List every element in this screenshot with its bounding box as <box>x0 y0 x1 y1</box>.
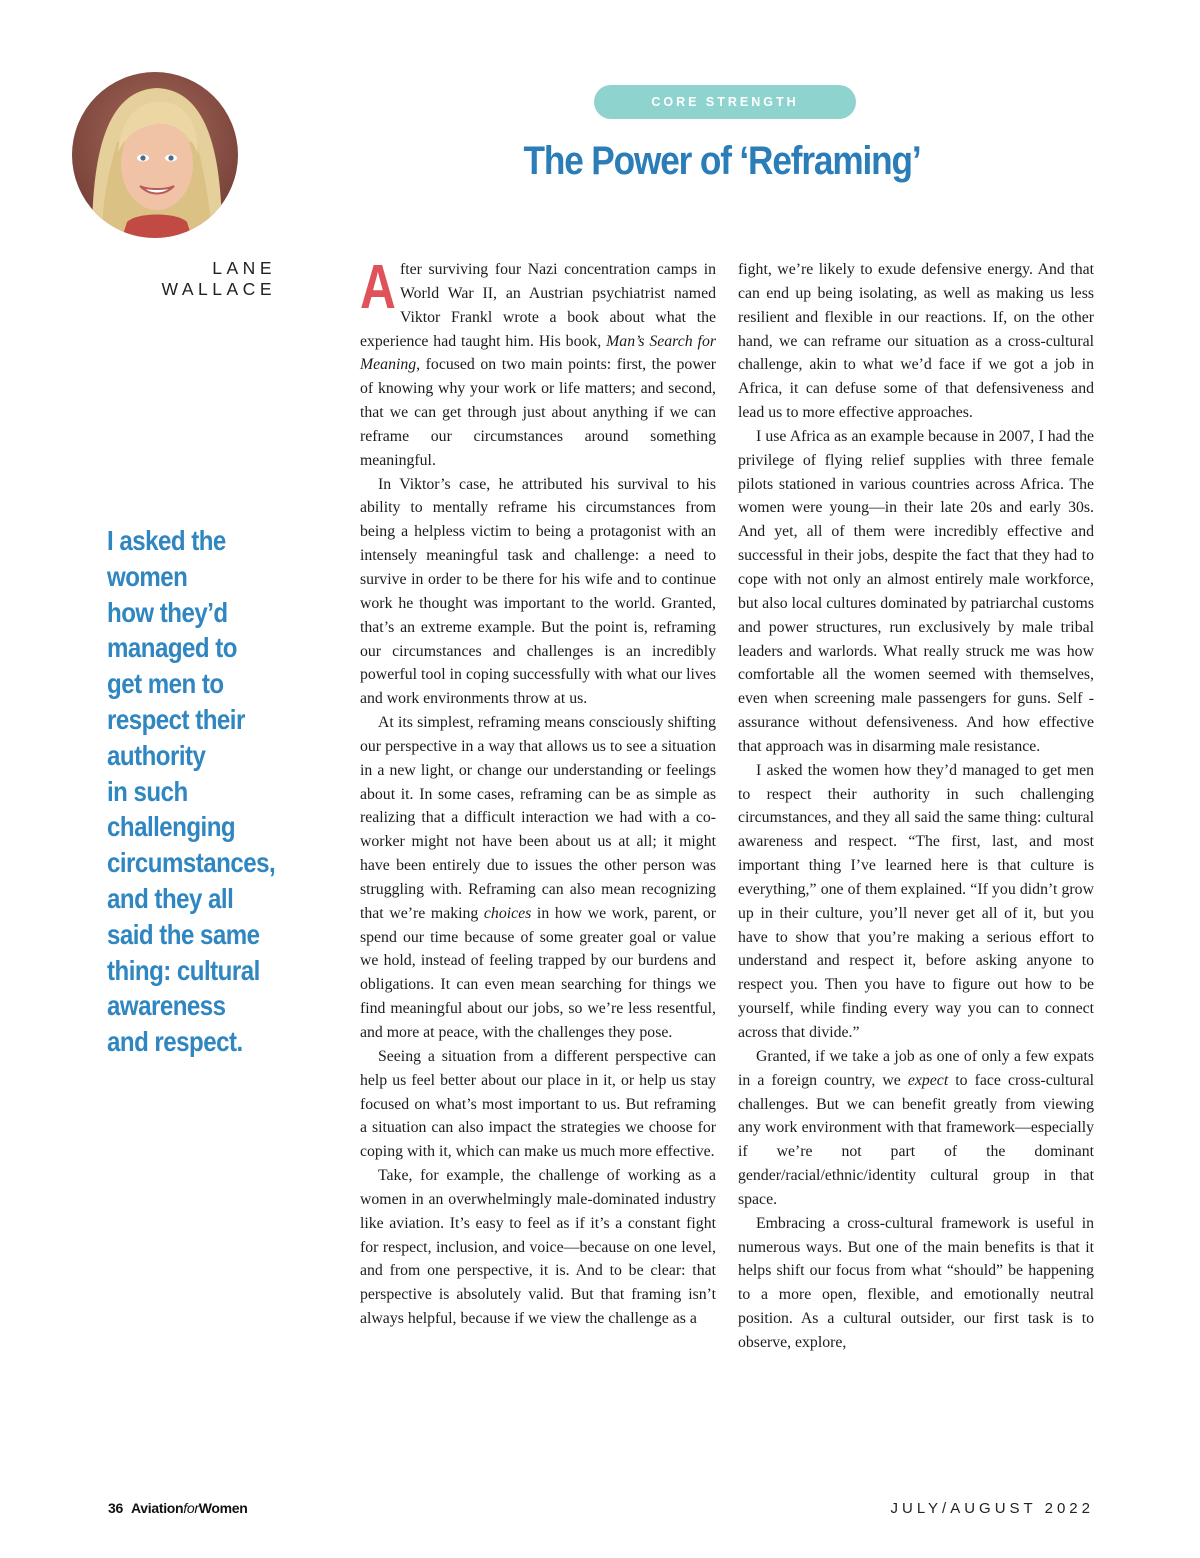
emphasis-text: expect <box>907 1071 949 1089</box>
author-photo <box>72 72 238 238</box>
emphasis-text: choices <box>483 904 532 922</box>
pull-quote-line: said the same <box>107 918 260 950</box>
article-column-2 <box>738 258 1094 1355</box>
article-title: The Power of ‘Reframing’ <box>523 139 921 183</box>
drop-cap: A <box>360 253 396 322</box>
article-paragraph: Seeing a situation from a different perspective can help us feel better about our place in it, or help us stay focused on what’s most important to us. But reframing a situation can also impact the strategies we choose for coping with it, which can make us much more effective. <box>360 1047 716 1161</box>
pull-quote-line: how they’d <box>107 596 228 628</box>
article-paragraph: I asked the women how they’d managed to get men to respect their authority in such challenging circumstances, and they all said the same thing: cultural awareness and respect. “The first, last, and most important thing I’ve learned here is that culture is everything,” one of them explained. “If you didn’t grow up in their culture, you’ll never get all of it, but you have to show that you’re making a serious effort to understand and respect it, before asking anyone to respect you. Then you have to figure out how to be yourself, while finding every way you can to connect across that divide.” <box>738 761 1094 1041</box>
pull-quote-line: and they all <box>107 882 234 914</box>
pull-quote-line: challenging <box>107 811 236 843</box>
footer-folio <box>108 1500 248 1516</box>
article-paragraph <box>360 711 716 1045</box>
article-paragraph: fight, we’re likely to exude defensive energy. And that can end up being isolating, as well as making us less resilient and flexible in our reactions. If, on the other hand, we can reframe our situation as a cross-cultural challenge, akin to what we’d face if we got a job in Africa, it can defuse some of that defensiveness and lead us to more effective approaches. <box>738 261 1094 422</box>
author-last-name: WALLACE <box>161 279 276 299</box>
paragraph-text: fter surviving four Nazi concentration camps in World War II, an Austrian psychiatrist named Viktor Frankl wrote a book about what the experience had taught him. His book, <box>360 261 716 350</box>
pull-quote-line: women <box>107 560 188 592</box>
pull-quote-line: in such <box>107 775 188 807</box>
pull-quote-line: managed to <box>107 632 237 664</box>
paragraph-text: Granted, if we take a job as one of only a few expats in a foreign country, we <box>738 1047 1094 1089</box>
pull-quote-line: awareness <box>107 990 226 1022</box>
paragraph-text: to face cross-cultural challenges. But we can benefit greatly from viewing any work environment with that framework—especially if we’re not part of the dominant gender/racial/ethnic/identity cultural group in that space. <box>738 1071 1094 1208</box>
article-paragraph: Take, for example, the challenge of working as a women in an overwhelmingly male-dominated industry like aviation. It’s easy to feel as if it’s a constant fight for respect, inclusion, and voice—because on one level, and from one perspective, it is. And to be clear: that perspective is absolutely valid. But that framing isn’t always helpful, because if we view the challenge as a <box>360 1167 716 1328</box>
pull-quote-line: circumstances, <box>107 847 276 879</box>
magazine-name-part: Women <box>198 1500 248 1516</box>
pull-quote-line: and respect. <box>107 1026 243 1058</box>
pull-quote-line: authority <box>107 739 206 771</box>
paragraph-text: At its simplest, reframing means consciously shifting our perspective in a way that allows us to see a situation in a new light, or change our understanding or feelings about it. In some cases, reframing can be as simple as realizing that a difficult interaction we had with a co-worker might not have been about us at all; it might have been entirely due to issues the other person was struggling with. Reframing can also mean recognizing that we’re making <box>360 714 716 922</box>
page-number: 36 <box>108 1500 123 1516</box>
magazine-name-part: for <box>183 1500 199 1516</box>
section-label-badge: CORE STRENGTH <box>594 85 856 119</box>
pull-quote-line: get men to <box>107 668 224 700</box>
author-byline <box>130 258 276 300</box>
pull-quote-line: respect their <box>107 703 245 735</box>
pull-quote-line: I asked the <box>107 525 226 556</box>
magazine-name-part: Aviation <box>130 1500 184 1516</box>
magazine-name <box>131 1500 248 1516</box>
issue-date: JULY/AUGUST 2022 <box>890 1500 1094 1517</box>
article-paragraph: I use Africa as an example because in 2007, I had the privilege of flying relief supplies with three female pilots stationed in various countries across Africa. The women were young—in their late 20s and early 30s. And yet, all of them were incredibly effective and successful in their jobs, despite the fact that they had to cope with not only an almost entirely male workforce, but also local cultures dominated by patriarchal customs and power structures, run exclusively by male tribal leaders and warlords. What really struck me was how comfortable all the women seemed with themselves, even when screening male passengers for guns. Self -assurance without defensiveness. And how effective that approach was in disarming male resistance. <box>738 427 1094 755</box>
paragraph-text: in how we work, parent, or spend our time because of some greater goal or value we hold, instead of feeling trapped by our burdens and obligations. It can even mean searching for things we find meaningful about our jobs, so we’re less resentful, and more at peace, with the challenges they pose. <box>360 904 716 1041</box>
author-first-name: LANE <box>212 258 276 278</box>
article-paragraph: In Viktor’s case, he attributed his survival to his ability to mentally reframe his circumstances from being a helpless victim to being a protagonist with an intensely meaningful task and challenge: a need to survive in order to be there for his wife and to continue work he thought was important to the world. Granted, that’s an extreme example. But the point is, reframing our circumstances and challenges is an incredibly powerful tool in coping successfully with what our lives and work environments throw at us. <box>360 475 716 708</box>
article-paragraph: Embracing a cross-cultural framework is useful in numerous ways. But one of the main benefits is that it helps shift our focus from what “should” be happening to a more open, flexible, and emotionally neutral position. As a cultural outsider, our first task is to observe, explore, <box>738 1214 1094 1351</box>
pull-quote-line: thing: cultural <box>107 954 260 986</box>
paragraph-text: focused on two main points: first, the power of knowing why your work or life matters; and second, that we can get through just about anything if we can reframe our circumstances around something meaningful. <box>360 356 716 469</box>
article-paragraph <box>360 253 716 473</box>
article-column-1 <box>360 253 716 1331</box>
article-paragraph <box>738 1045 1094 1212</box>
pull-quote <box>107 523 313 1060</box>
book-title: Man’s Search for Meaning, <box>360 332 716 374</box>
author-portrait-icon <box>72 72 238 238</box>
